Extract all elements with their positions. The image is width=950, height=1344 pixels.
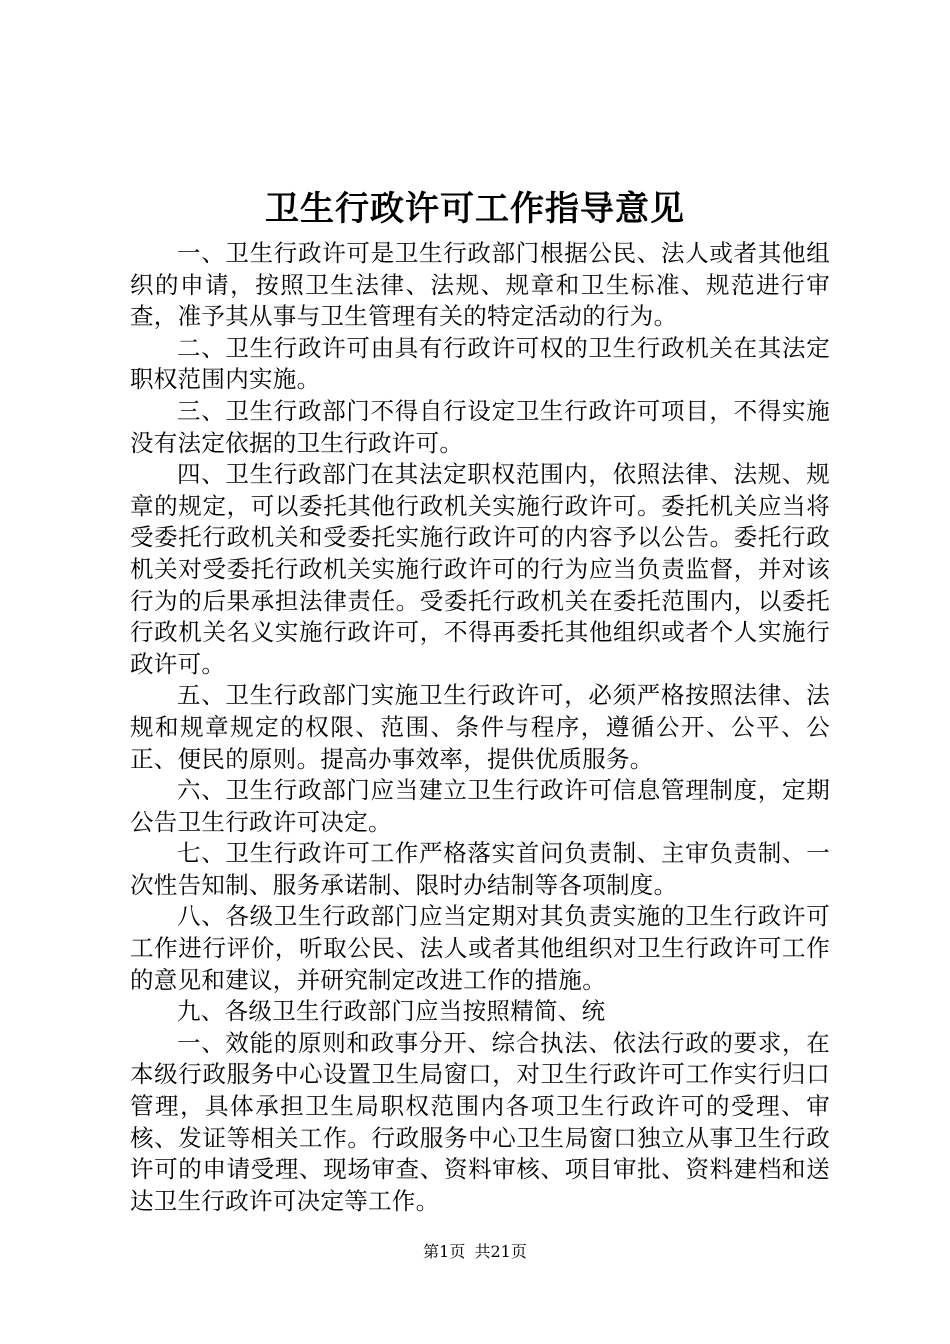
paragraph-9: 九、各级卫生行政部门应当按照精简、统 bbox=[177, 997, 606, 1026]
document-body bbox=[130, 238, 830, 1217]
paragraph-8: 八、各级卫生行政部门应当定期对其负责实施的卫生行政许可工作进行评价，听取公民、法人或者其他组织对卫生行政许可工作的意见和建议，并研究制定改进工作的措施。 bbox=[130, 902, 830, 994]
paragraph-2: 二、卫生行政许可由具有行政许可权的卫生行政机关在其法定职权范围内实施。 bbox=[130, 333, 830, 394]
paragraph-1: 一、卫生行政许可是卫生行政部门根据公民、法人或者其他组织的申请，按照卫生法律、法规、规章和卫生标准、规范进行审查，准予其从事与卫生管理有关的特定活动的行为。 bbox=[130, 239, 830, 331]
page-total: 共21页 bbox=[474, 1242, 527, 1261]
page-number: 第1页 bbox=[423, 1242, 466, 1261]
paragraph-4: 四、卫生行政部门在其法定职权范围内，依照法律、法规、规章的规定，可以委托其他行政机关实施行政许可。委托机关应当将受委托行政机关和受委托实施行政许可的内容予以公告。委托行政机关对受委托行政机关实施行政许可的行为应当负责监督，并对该行为的后果承担法律责任。受委托行政机关在委托范围内，以委托行政机关名义实施行政许可，不得再委托其他组织或者个人实施行政许可。 bbox=[130, 460, 830, 678]
paragraph-3: 三、卫生行政部门不得自行设定卫生行政许可项目，不得实施没有法定依据的卫生行政许可。 bbox=[130, 396, 830, 457]
paragraph-10: 一、效能的原则和政事分开、综合执法、依法行政的要求，在本级行政服务中心设置卫生局窗口，对卫生行政许可工作实行归口管理，具体承担卫生局职权范围内各项卫生行政许可的受理、审核、发证等相关工作。行政服务中心卫生局窗口独立从事卫生行政许可的申请受理、现场审查、资料审核、项目审批、资料建档和送达卫生行政许可决定等工作。 bbox=[130, 1028, 830, 1215]
document-title: 卫生行政许可工作指导意见 bbox=[265, 189, 685, 229]
paragraph-5: 五、卫生行政部门实施卫生行政许可，必须严格按照法律、法规和规章规定的权限、范围、条件与程序，遵循公开、公平、公正、便民的原则。提高办事效率，提供优质服务。 bbox=[130, 681, 830, 773]
page-footer bbox=[0, 1240, 950, 1264]
paragraph-7: 七、卫生行政许可工作严格落实首问负责制、主审负责制、一次性告知制、服务承诺制、限时办结制等各项制度。 bbox=[130, 839, 830, 899]
paragraph-6: 六、卫生行政部门应当建立卫生行政许可信息管理制度，定期公告卫生行政许可决定。 bbox=[130, 776, 830, 836]
